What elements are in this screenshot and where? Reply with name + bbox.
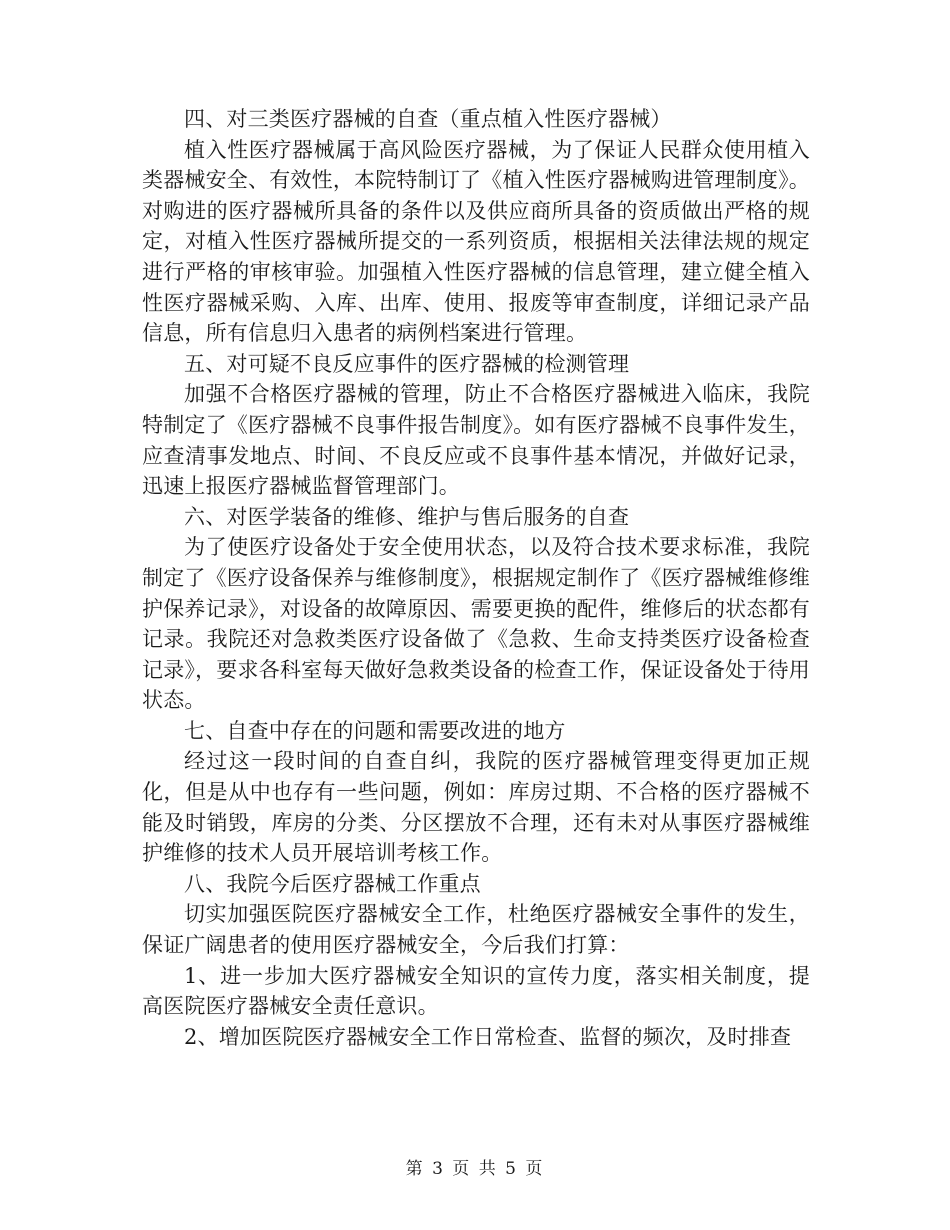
section-heading-6: 六、对医学装备的维修、维护与售后服务的自查 xyxy=(184,504,630,529)
paragraph-problems: 经过这一段时间的自查自纠，我院的医疗器械管理变得更加正规化，但是从中也存有一些问题，例如：库房过期、不合格的医疗器械不能及时销毁，库房的分类、分区摆放不合理，还有未对从事医疗器械维护维修的技术人员开展培训考核工作。 xyxy=(142,749,810,866)
list-item-2: 2、增加医院医疗器械安全工作日常检查、监督的频次，及时排查 xyxy=(184,1024,792,1049)
section-heading-8: 八、我院今后医疗器械工作重点 xyxy=(184,871,481,896)
document-body xyxy=(142,104,810,1052)
section-heading-5: 五、对可疑不良反应事件的医疗器械的检测管理 xyxy=(184,351,630,376)
paragraph-equipment-maintenance: 为了使医疗设备处于安全使用状态，以及符合技术要求标准，我院制定了《医疗设备保养与维修制度》，根据规定制作了《医疗器械维修维护保养记录》，对设备的故障原因、需要更换的配件，维修后的状态都有记录。我院还对急救类医疗设备做了《急救、生命支持类医疗设备检查记录》，要求各科室每天做好急救类设备的检查工作，保证设备处于待用状态。 xyxy=(142,535,810,713)
paragraph-future-focus: 切实加强医院医疗器械安全工作，杜绝医疗器械安全事件的发生，保证广阔患者的使用医疗器械安全，今后我们打算： xyxy=(142,902,810,958)
page-number: 第 3 页 共 5 页 xyxy=(405,1159,545,1179)
section-heading-7: 七、自查中存在的问题和需要改进的地方 xyxy=(184,718,566,743)
section-heading-4: 四、对三类医疗器械的自查（重点植入性医疗器械） xyxy=(184,107,672,131)
paragraph-implant-devices: 植入性医疗器械属于高风险医疗器械，为了保证人民群众使用植入类器械安全、有效性，本院特制订了《植入性医疗器械购进管理制度》。对购进的医疗器械所具备的条件以及供应商所具备的资质做出严格的规定，对植入性医疗器械所提交的一系列资质，根据相关法律法规的规定进行严格的审核审验。加强植入性医疗器械的信息管理，建立健全植入性医疗器械采购、入库、出库、使用、报废等审查制度，详细记录产品信息，所有信息归入患者的病例档案进行管理。 xyxy=(142,137,810,346)
list-item-1: 1、进一步加大医疗器械安全知识的宣传力度，落实相关制度，提高医院医疗器械安全责任意识。 xyxy=(142,963,810,1019)
paragraph-adverse-events: 加强不合格医疗器械的管理，防止不合格医疗器械进入临床，我院特制定了《医疗器械不良事件报告制度》。如有医疗器械不良事件发生，应查清事发地点、时间、不良反应或不良事件基本情况，并做好记录，迅速上报医疗器械监督管理部门。 xyxy=(142,382,810,499)
